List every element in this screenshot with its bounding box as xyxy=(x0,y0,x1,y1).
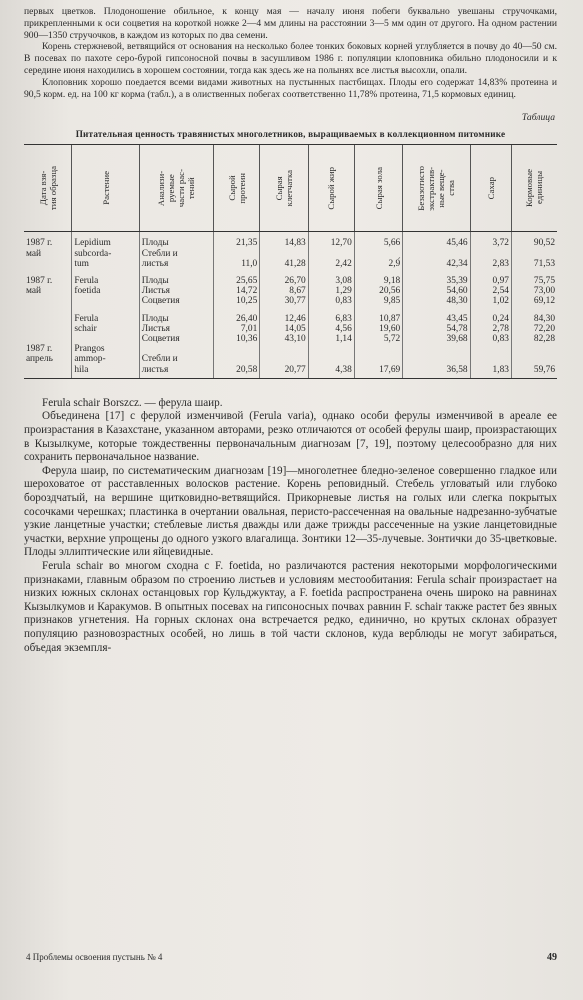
table-cell: 20,58 xyxy=(214,344,260,378)
table-header-cell: Кормовые единицы xyxy=(511,145,557,232)
page-number: 49 xyxy=(547,952,557,963)
page-footer xyxy=(26,952,557,963)
table-cell: 1987 г. май xyxy=(26,238,53,259)
table-cell: 5,66 2,9́ xyxy=(354,232,402,269)
table-row xyxy=(24,344,557,378)
table-header-cell: Анализи- руемые части рас- тений xyxy=(139,145,213,232)
table-cell: 1987 г. май xyxy=(26,275,53,297)
table-cell: 12,70 2,42 xyxy=(308,232,354,269)
table-cell: Lepidium subcorda- tum xyxy=(72,232,139,269)
footer-text: 4 Проблемы освоения пустынь № 4 xyxy=(26,952,163,962)
table-cell: 20,77 xyxy=(260,344,308,378)
table-cell: 35,39 54,60 48,30 xyxy=(403,269,470,307)
table-cell: 12,46 14,05 43,10 xyxy=(260,307,308,345)
table-title: Питательная ценность травянистых многолетников, выращиваемых в коллекционном питомнике xyxy=(75,129,506,140)
table-cell: 0,97 2,54 1,02 xyxy=(470,269,511,307)
table-cell: 45,46 42,34 xyxy=(403,232,470,269)
table-cell: 26,40 7,01 10,36 xyxy=(214,307,260,345)
paragraph: Клоповник хорошо поедается всеми видами животных на пустынных пастбищах. Плоды его содержат 14,83% протеина и 90,5 корм. ед. на 100 кг корма (табл.), а в олиственных побегах соответственно 11,78% протеина, 71,5 кормовых единиц. xyxy=(24,76,557,100)
paragraph: Корень стержневой, ветвящийся от основания на несколько более тонких боковых корней углубляется в почву до 40—50 см. В посевах по пахоте серо-бурой гипсоносной почвы в засушливом 1986 г. популяции клоповника обильно плодоносили и к середине июня находились в хорошем состоянии, тогда как здесь же на полынях все листья высохли, опали. xyxy=(24,41,557,76)
paragraph: Ferula schair во многом сходна с F. foetida, но различаются растения некоторыми морфологическими признаками, главным образом по строению листьев и условиям местообитания: Ferula schair произрастает на низких южных склонах останцовых гор Кульджуктау, а F. foetida распространена очень широко на равнинах Кызылкумов и Каракумов. В опытных посевах на гипсоносных почвах равнин F. schair также растет без явных признаков угнетения. На горных склонах она встречается редко, единично, но крутых склонах образует популяцию разновозрастных особей, но лишь в той части склонов, куда верблюды не могут забираться, объедая экземпля- xyxy=(24,559,557,654)
table-cell: 14,83 41,28 xyxy=(260,232,308,269)
paragraph: Ферула шаир, по систематическим диагнозам [19]—многолетнее бледно-зеленое совершенно гладкое или шероховатое от расставленных волосков растение. Корень реповидный. Стебель угловатый или глубоко бороздчатый, на вершине щитковидно-ветвящийся. Прикорневые листья на голых или слегка покрытых сосочками черешках; пластинка в очертании овальная, перисто-рассеченная на овальные надрезанно-зубчатые узкие ланцетные участки; стеблевые листья дважды или даже трижды рассеченные на узкие ланцетовидные участки, верхние упрощены до одного узкого влагалища. Зонтики 12—35-лучевые. Зонтички до 35-цветковые. Плоды эллиптические или яйцевидные. xyxy=(24,464,557,559)
table-cell: 9,18 20,56 9,85 xyxy=(354,269,402,307)
table-header-cell: Сырой протеин xyxy=(214,145,260,232)
table-cell: 1987 г. апрель xyxy=(24,344,72,378)
table-cell: 1,83 xyxy=(470,344,511,378)
table-row xyxy=(24,307,557,345)
table-header-cell: Растение xyxy=(72,145,139,232)
table-header-cell: Дата взя- тия образца xyxy=(24,145,72,232)
table-cell: 4,38 xyxy=(308,344,354,378)
table-header-cell: Безазотисто экстрактив- ные веще- ства xyxy=(403,145,470,232)
table-row xyxy=(24,232,557,269)
table-cell: 21,35 11,0 xyxy=(214,232,260,269)
table-cell: Плоды Листья Соцветия xyxy=(139,307,213,345)
table-cell xyxy=(24,307,72,345)
table-cell: 17,69 xyxy=(354,344,402,378)
species-heading: Ferula schair Borszcz. — ферула шаир. xyxy=(42,396,223,409)
table-header-row xyxy=(24,145,557,232)
table-cell: 75,75 73,00 69,12 xyxy=(511,269,557,307)
table-cell: Prangos ammop- hila xyxy=(72,344,139,378)
table-cell: 26,70 8,67 30,77 xyxy=(260,269,308,307)
body-text xyxy=(24,397,557,655)
table-cell: 6,83 4,56 1,14 xyxy=(308,307,354,345)
table-label: Таблица xyxy=(521,112,555,124)
table-header-cell: Сырая клетчатка xyxy=(260,145,308,232)
table-row xyxy=(24,269,557,307)
table-header-cell: Сахар xyxy=(470,145,511,232)
table-cell: 84,30 72,20 82,28 xyxy=(511,307,557,345)
table-cell: 36,58 xyxy=(403,344,470,378)
table-cell: Ferula schair xyxy=(72,307,139,345)
table-header-cell: Сырая зола xyxy=(354,145,402,232)
table-cell: 3,72 2,83 xyxy=(470,232,511,269)
table-cell: 90,52 71,53 xyxy=(511,232,557,269)
table-cell: Плоды Стебли и листья xyxy=(139,232,213,269)
intro-text xyxy=(24,6,557,100)
table-cell: 59,76 xyxy=(511,344,557,378)
paragraph: Объединена [17] с ферулой изменчивой (Ferula varia), однако особи ферулы изменчивой в ареале ее произрастания в Казахстане, указанном авторами, резко отличаются от особей ферулы шаир, произрастающих в Кызылкуме, которые тождественны первоначальным диагнозам [7, 19], поэтому целесообразно для них сохранить первоначальное название. xyxy=(24,410,557,464)
table-cell: 25,65 14,72 10,25 xyxy=(214,269,260,307)
paragraph: первых цветков. Плодоношение обильное, к концу мая — началу июня побеги буквально увешаны стручочками, прикрепленными к оси соцветия на короткой ножке 2—4 мм длины на расстоянии 3—5 мм один от другого. На одном растении 900—1350 стручочков, в каждом из которых по два семени. xyxy=(24,6,557,41)
table-cell: 0,24 2,78 0,83 xyxy=(470,307,511,345)
table-cell: 43,45 54,78 39,68 xyxy=(403,307,470,345)
nutrition-table xyxy=(24,144,557,378)
table-cell: 3,08 1,29 0,83 xyxy=(308,269,354,307)
table-cell: Стебли и листья xyxy=(139,344,213,378)
table-cell: Ferula foetida xyxy=(72,269,139,307)
table-cell: Плоды Листья Соцветия xyxy=(139,269,213,307)
table-cell: 10,87 19,60 5,72 xyxy=(354,307,402,345)
table-header-cell: Сырой жир xyxy=(308,145,354,232)
